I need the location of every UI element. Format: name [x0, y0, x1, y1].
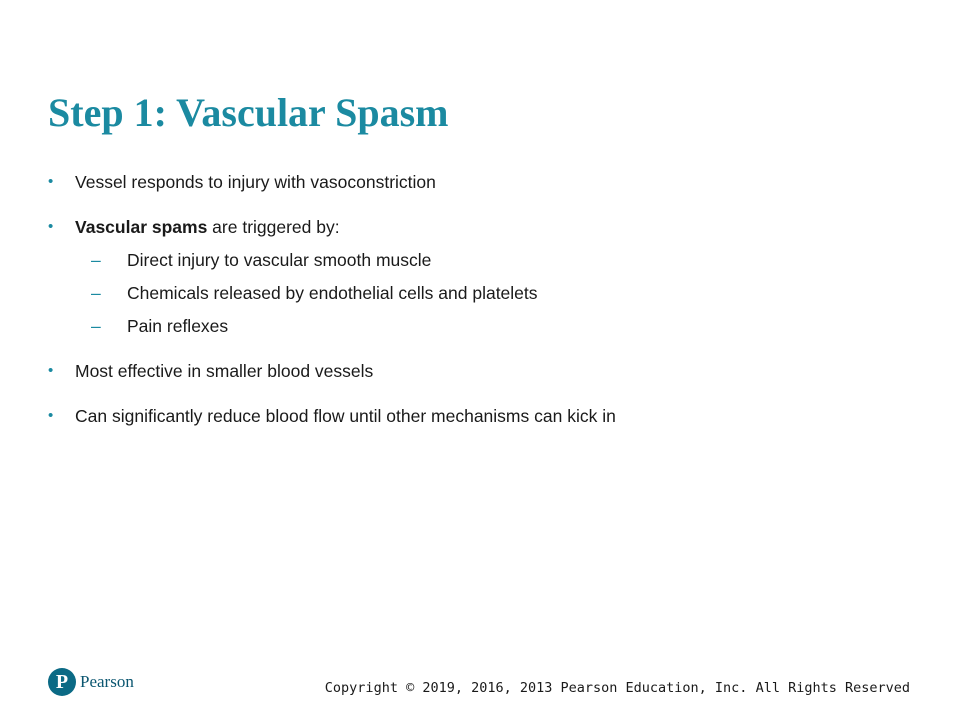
- bullet-item: [48, 170, 920, 194]
- bullet-marker: •: [48, 173, 54, 190]
- bullet-text: Can significantly reduce blood flow until other mechanisms can kick in: [75, 406, 616, 426]
- sub-item: [48, 281, 920, 305]
- sub-item-text: Direct injury to vascular smooth muscle: [127, 250, 432, 270]
- bullet-text: Most effective in smaller blood vessels: [75, 361, 374, 381]
- slide-content: [48, 170, 920, 449]
- sub-item-text: Pain reflexes: [127, 316, 229, 336]
- sub-marker: –: [91, 283, 101, 303]
- pearson-logo: [48, 668, 134, 696]
- bullet-text: Vessel responds to injury with vasoconstriction: [75, 172, 436, 192]
- sub-item: [48, 248, 920, 272]
- copyright-notice: Copyright © 2019, 2016, 2013 Pearson Education, Inc. All Rights Reserved: [324, 680, 910, 696]
- bullet-marker: •: [48, 407, 54, 424]
- sub-list: [48, 248, 920, 338]
- pearson-logo-icon: P: [48, 668, 76, 696]
- bullet-item: [48, 359, 920, 383]
- pearson-logo-text: Pearson: [80, 672, 134, 691]
- bullet-marker: •: [48, 362, 54, 379]
- bullet-item: [48, 215, 920, 239]
- sub-marker: –: [91, 316, 101, 336]
- bullet-item: [48, 404, 920, 428]
- slide-title: Step 1: Vascular Spasm: [48, 90, 449, 135]
- bullet-bold-text: Vascular spams: [75, 217, 208, 237]
- sub-item: [48, 314, 920, 338]
- sub-item-text: Chemicals released by endothelial cells and platelets: [127, 283, 538, 303]
- bullet-text: are triggered by:: [207, 217, 340, 237]
- sub-marker: –: [91, 250, 101, 270]
- bullet-marker: •: [48, 218, 54, 235]
